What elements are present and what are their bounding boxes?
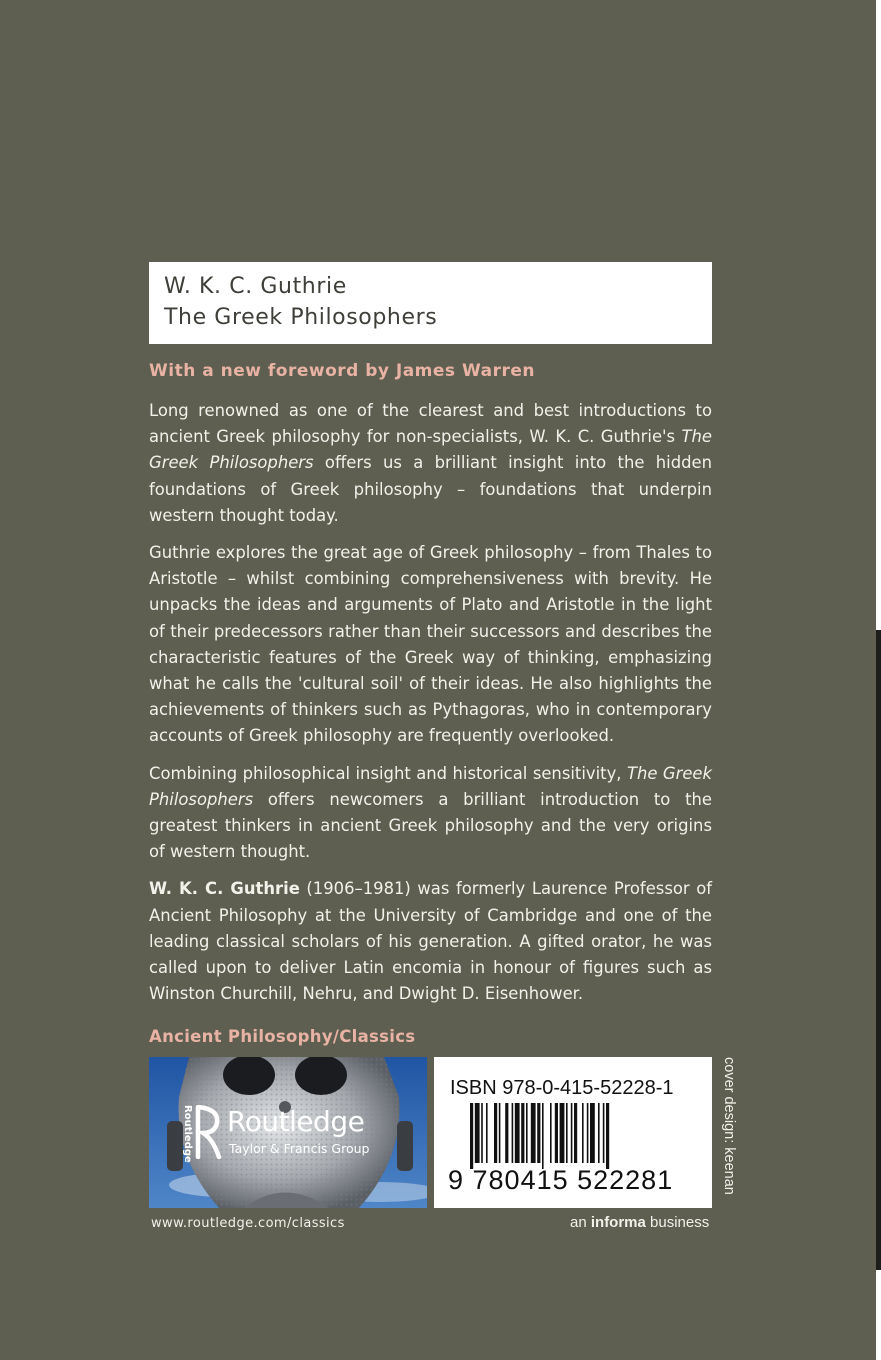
barcode-bar [598,1103,600,1163]
barcode-bar [537,1103,540,1163]
barcode-bar [512,1103,514,1163]
barcode-bar [590,1103,595,1163]
blurb-paragraph-2: Guthrie explores the great age of Greek philosophy – from Thales to Aristotle – whilst combining comprehensiveness with brevity. He unpacks the ideas and arguments of Plato and Aristotle in the light of their predecessors rather than their successors and describes the characteristic features of the Greek way of thinking, emphasizing what he calls the 'cultural soil' of their ideas. He also highlights the achievements of thinkers such as Pythagoras, who in contemporary accounts of Greek philosophy are frequently overlooked. [149,543,712,746]
barcode-bar [521,1103,524,1163]
cover-design-text: cover design: keenan [721,1057,737,1195]
publisher-website[interactable]: www.routledge.com/classics [151,1216,345,1231]
barcode-bar [550,1103,552,1163]
book-title: The Greek Philosophers [164,305,438,330]
barcode-bar [603,1103,605,1163]
barcode-bar [499,1103,501,1163]
routledge-r-icon [195,1105,223,1159]
barcode-bar [526,1103,528,1163]
barcode-bar [571,1103,573,1163]
subject-category: Ancient Philosophy/Classics [149,1027,416,1046]
foreword-credit: With a new foreword by James Warren [149,361,535,381]
page-edge-shadow [876,630,881,1270]
routledge-wordmark: Routledge [227,1105,365,1138]
routledge-logo [181,1103,391,1173]
barcode-bar [481,1103,483,1163]
informa-business-tagline: an informa business [570,1214,710,1231]
barcode-bar [531,1103,536,1163]
barcode-bar [470,1103,473,1169]
cover-photo-binocular-viewer [149,1057,427,1208]
isbn-barcode-panel [434,1057,712,1208]
cover-design-credit [719,1057,737,1208]
blurb [149,398,712,1018]
barcode-bar [555,1103,558,1163]
book-title-italic: The Greek Philosophers [149,427,712,473]
barcode-bar [486,1103,488,1163]
informa-wordmark: informa [590,1214,646,1231]
barcode-digits: 9 780415 522281 [448,1165,674,1195]
barcode-bar [560,1103,565,1163]
author-bio: W. K. C. Guthrie (1906–1981) was formerly Laurence Professor of Ancient Philosophy at the University of Cambridge and one of the leading classical scholars of his generation. A gifted orator, he was called upon to deliver Latin encomia in honour of figures such as Winston Churchill, Nehru, and Dwight D. Eisenhower. [149,879,712,1004]
author-name-bold: W. K. C. Guthrie [149,879,300,899]
taylor-francis-group: Taylor & Francis Group [229,1141,370,1156]
blurb-paragraph-3: Combining philosophical insight and historical sensitivity, The Greek Philosophers offers newcomers a brilliant introduction to the greatest thinkers in ancient Greek philosophy and the very origins of western thought. [149,763,712,862]
barcode-bar [582,1103,584,1163]
barcode-bar [542,1103,544,1169]
barcode-bar [566,1103,568,1163]
barcode-bar [494,1103,497,1163]
blurb-paragraph-1: Long renowned as one of the clearest and best introductions to ancient Greek philosophy for non-specialists, W. K. C. Guthrie's The Greek Philosophers offers us a brilliant insight into the hidden foundations of Greek philosophy – foundations that underpin western thought today. [149,401,712,525]
isbn-number: ISBN 978-0-415-52228-1 [450,1077,674,1099]
book-title-italic: The Greek Philosophers [149,763,712,809]
book-author: W. K. C. Guthrie [164,274,347,299]
barcode-bar [515,1103,520,1163]
barcode-bar [475,1103,480,1163]
barcode [470,1103,690,1169]
routledge-vertical-mark: Routledge [182,1105,193,1163]
barcode-bar [606,1103,609,1169]
title-panel [149,262,712,344]
barcode-bar [505,1103,508,1163]
barcode-bar [587,1103,589,1163]
barcode-bar [574,1103,577,1163]
